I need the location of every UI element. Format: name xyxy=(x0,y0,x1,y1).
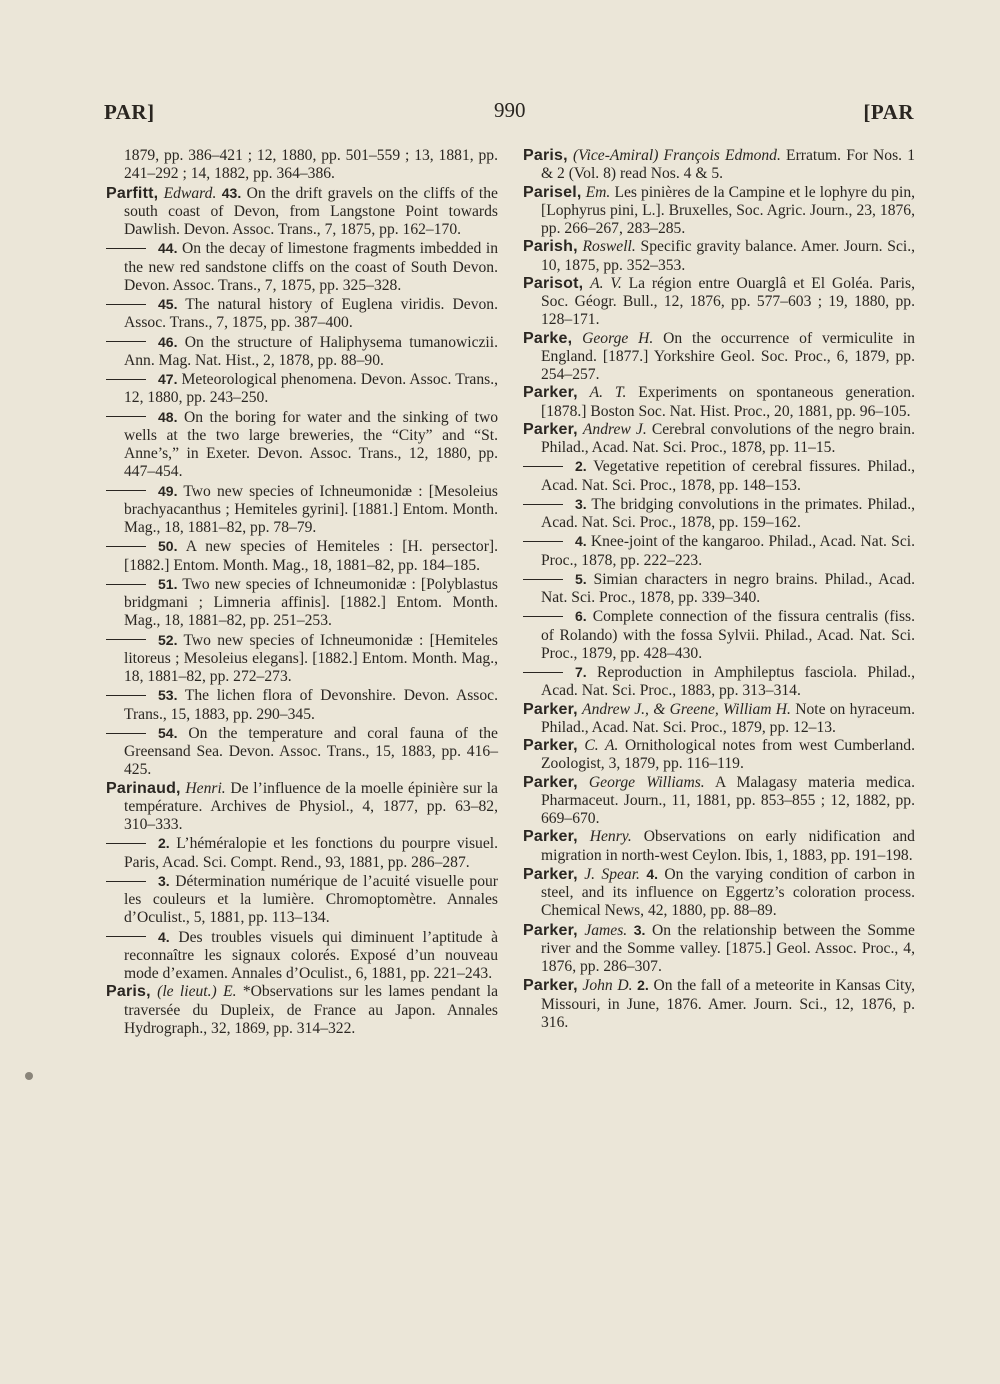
bibliography-entry xyxy=(106,537,498,575)
entry-number: 3. xyxy=(158,872,170,889)
entry-text: On the drift gravels on the cliffs of the south coast of Devon, from Langstone Point towards Dawlish. Devon. Assoc. Trans., 7, 1875, pp. 162–170. xyxy=(124,184,498,238)
entry-number: 52. xyxy=(158,631,178,648)
entry-number: 53. xyxy=(158,687,178,704)
bibliography-entry xyxy=(106,724,498,780)
ditto-rule xyxy=(106,733,146,734)
entry-number: 2. xyxy=(158,835,170,852)
entry-number: 43. xyxy=(221,184,242,201)
ditto-rule xyxy=(106,843,146,844)
entry-number: 4. xyxy=(646,865,659,882)
author-given-name: (Vice-Amiral) François Edmond. xyxy=(572,147,781,164)
author-surname: Parker, xyxy=(523,977,578,995)
entry-number: 3. xyxy=(575,495,587,512)
entry-number: 2. xyxy=(637,977,649,994)
header-right: [PAR xyxy=(863,100,914,124)
author-surname: Parker, xyxy=(523,384,578,402)
author-given-name: Henry. xyxy=(589,828,632,846)
entry-text: Vegetative repetition of cerebral fissures. Philad., Acad. Nat. Sci. Proc., 1878, pp. 148–153. xyxy=(541,458,915,494)
ditto-rule xyxy=(523,616,563,617)
entry-text: On the relationship between the Somme river and the Somme valley. [1875.] Geol. Assoc. Proc., 4, 1876, pp. 286–307. xyxy=(541,921,915,975)
entry-text: Cerebral convolutions of the negro brain. Philad., Acad. Nat. Sci. Proc., 1878, pp. 11–15. xyxy=(541,420,915,456)
author-given-name: (le lieut.) E. xyxy=(157,983,237,1001)
ditto-rule xyxy=(523,541,563,542)
ditto-rule xyxy=(106,546,146,547)
bibliography-entry xyxy=(523,701,915,738)
ditto-rule xyxy=(106,881,146,882)
author-given-name: A. T. xyxy=(589,384,627,402)
bibliography-entry xyxy=(523,828,915,865)
ditto-rule xyxy=(106,248,146,249)
author-given-name: George Williams. xyxy=(588,773,705,791)
author-surname: Parker, xyxy=(523,865,578,883)
author-surname: Parinaud, xyxy=(106,779,181,797)
entry-number: 6. xyxy=(575,608,587,625)
bibliography-entry xyxy=(106,482,498,538)
bibliography-entry xyxy=(106,370,498,408)
entry-text: *Observations sur les lames pendant la traversée du Dupleix, de France au Japon. Annales Hydrograph., 32, 1869, pp. 314–322. xyxy=(124,983,498,1037)
header-left: PAR] xyxy=(104,100,155,124)
author-surname: Paris, xyxy=(106,983,151,1001)
entry-text: Note on hyraceum. Philad., Acad. Nat. Sci. Proc., 1879, pp. 12–13. xyxy=(541,700,915,736)
author-surname: Parke, xyxy=(523,329,573,347)
author-given-name: Andrew J. xyxy=(582,420,647,438)
bibliography-entry xyxy=(523,275,915,330)
entry-text: A Malagasy materia medica. Pharmaceut. Journ., 11, 1881, pp. 853–855 ; 12, 1882, pp. 669–670. xyxy=(541,773,915,827)
entry-text: Observations on early nidification and migration in north-west Ceylon. Ibis, 1, 1883, pp. 191–198. xyxy=(541,828,915,864)
entry-text: On the decay of limestone fragments imbedded in the new red sandstone cliffs on the coast of South Devon. Devon. Assoc. Trans., 7, 1875, pp. 325–328. xyxy=(124,240,498,294)
ditto-rule xyxy=(106,695,146,696)
entry-text: Ornithological notes from west Cumberland. Zoologist, 3, 1879, pp. 116–119. xyxy=(541,737,915,773)
bibliography-entry xyxy=(106,295,498,333)
bibliography-entry xyxy=(106,780,498,835)
author-surname: Parker, xyxy=(523,773,578,791)
bibliography-entry xyxy=(523,384,915,421)
entry-text: Simian characters in negro brains. Philad., Acad. Nat. Sci. Proc., 1878, pp. 339–340. xyxy=(541,570,916,606)
ditto-rule xyxy=(106,490,146,491)
entry-text: A new species of Hemiteles : [H. persector]. [1882.] Entom. Month. Mag., 18, 1881–82, pp. 184–185. xyxy=(124,538,498,574)
entry-text: Experiments on spontaneous generation. [1878.] Boston Soc. Nat. Hist. Proc., 20, 1881, pp. 96–105. xyxy=(541,384,915,420)
author-surname: Parker, xyxy=(523,420,578,438)
bibliography-entry xyxy=(106,686,498,724)
bibliography-entry xyxy=(106,147,498,184)
entry-text: Détermination numérique de l’acuité visuelle pour les couleurs et la lumière. Chromoptomètre. Annales d’Oculist., 5, 1881, pp. 113–134. xyxy=(124,872,498,927)
bibliography-entry xyxy=(523,457,915,495)
entry-text: Two new species of Ichneumonidæ : [Hemiteles litoreus ; Mesoleius elegans]. [1882.] Entom. Month. Mag., 18, 1881–82, pp. 272–273. xyxy=(124,631,499,685)
author-surname: Parfitt, xyxy=(106,184,159,202)
entry-text: Reproduction in Amphileptus fasciola. Philad., Acad. Nat. Sci. Proc., 1883, pp. 313–314. xyxy=(541,664,915,700)
entry-number: 48. xyxy=(158,408,178,425)
bibliography-entry xyxy=(523,865,915,921)
bibliography-entry xyxy=(106,239,498,295)
author-given-name: Henri. xyxy=(185,779,226,797)
author-surname: Parisot, xyxy=(523,274,584,292)
right-column xyxy=(523,147,915,1032)
author-surname: Parish, xyxy=(523,238,578,256)
bibliography-entry xyxy=(106,333,498,371)
entry-text: L’héméralopie et les fonctions du pourpre visuel. Paris, Acad. Sci. Compt. Rend., 93, 1881, pp. 286–287. xyxy=(124,835,498,871)
author-given-name: Edward. xyxy=(163,184,217,202)
ditto-rule xyxy=(106,639,146,640)
bibliography-entry xyxy=(106,872,498,928)
author-surname: Parker, xyxy=(523,737,578,754)
entry-text: De l’influence de la moelle épinière sur la température. Archives de Physiol., 4, 1877, pp. 63–82, 310–333. xyxy=(124,779,498,833)
bibliography-entry xyxy=(523,421,915,458)
entry-text: La région entre Ouarglâ et El Goléa. Paris, Soc. Géogr. Bull., 12, 1876, pp. 577–603 ; 19, 1880, pp. 128–171. xyxy=(541,274,915,329)
entry-text: Specific gravity balance. Amer. Journ. Sci., 10, 1875, pp. 352–353. xyxy=(541,238,915,274)
author-surname: Parisel, xyxy=(523,183,582,201)
ditto-rule xyxy=(106,584,146,585)
entry-number: 44. xyxy=(158,240,178,257)
author-surname: Parker, xyxy=(523,921,578,939)
entry-number: 7. xyxy=(575,664,587,680)
entry-text: Erratum. For Nos. 1 & 2 (Vol. 8) read Nos. 4 & 5. xyxy=(541,147,915,183)
author-surname: Parker, xyxy=(523,700,578,718)
entry-text: On the boring for water and the sinking of two wells at the two large breweries, the “City” and “St. Anne’s,” in Exeter. Devon. Assoc. Trans., 12, 1880, pp. 447–454. xyxy=(124,408,498,481)
page-number: 990 xyxy=(494,98,526,122)
author-given-name: Em. xyxy=(585,183,611,201)
bibliography-entry xyxy=(523,663,915,701)
entry-text: 1879, pp. 386–421 ; 12, 1880, pp. 501–559 ; 13, 1881, pp. 241–292 ; 14, 1882, pp. 364–386. xyxy=(124,147,498,183)
ditto-rule xyxy=(523,504,563,505)
entry-text: Complete connection of the fissura centralis (fiss. of Rolando) with the fossa Sylvii. Philad., Acad. Nat. Sci. Proc., 1879, pp. 428–430. xyxy=(541,608,915,662)
bibliography-entry xyxy=(523,921,915,977)
author-surname: Parker, xyxy=(523,828,578,846)
author-given-name: C. A. xyxy=(584,737,619,754)
entry-text: The natural history of Euglena viridis. Devon. Assoc. Trans., 7, 1875, pp. 387–400. xyxy=(124,296,498,332)
entry-text: The bridging convolutions in the primates. Philad., Acad. Nat. Sci. Proc., 1878, pp. 159–162. xyxy=(541,495,915,531)
bibliography-entry xyxy=(523,238,915,275)
bibliography-entry xyxy=(523,607,915,663)
bibliography-entry xyxy=(523,532,915,570)
bibliography-entry xyxy=(523,495,915,533)
bibliography-entry xyxy=(523,737,915,774)
ditto-rule xyxy=(106,304,146,305)
entry-text: Les pinières de la Campine et le lophyre du pin, [Lophyrus pini, L.]. Bruxelles, Soc. Agric. Journ., 23, 1876, pp. 266–267, 283–285. xyxy=(541,183,916,237)
entry-number: 2. xyxy=(575,458,587,475)
entry-number: 4. xyxy=(575,533,587,550)
bibliography-entry xyxy=(523,184,915,239)
bibliography-entry xyxy=(106,631,498,687)
entry-number: 4. xyxy=(158,928,170,945)
bibliography-entry xyxy=(106,184,498,240)
bibliography-entry xyxy=(523,570,915,608)
entry-text: On the structure of Haliphysema tumanowiczii. Ann. Mag. Nat. Hist., 2, 1878, pp. 88–90. xyxy=(124,333,498,369)
entry-number: 54. xyxy=(158,724,178,741)
ditto-rule xyxy=(523,579,563,580)
author-given-name: James. xyxy=(584,921,628,939)
author-given-name: John D. xyxy=(582,977,633,995)
entry-number: 50. xyxy=(158,538,178,555)
entry-text: Two new species of Ichneumonidæ : [Polyblastus bridgmani ; Limneria affinis]. [1882.] Entom. Month. Mag., 18, 1881–82, pp. 251–253. xyxy=(124,575,498,630)
author-given-name: George H. xyxy=(582,329,654,347)
entry-text: Des troubles visuels qui diminuent l’aptitude à reconnaître les signaux colorés. Exposé d’un nouveau mode d’examen. Annales d’Oculist., 6, 1881, pp. 221–243. xyxy=(124,928,498,982)
page-spot xyxy=(25,1072,33,1080)
entry-text: On the occurrence of vermiculite in England. [1877.] Yorkshire Geol. Soc. Proc., 6, 1879, pp. 254–257. xyxy=(541,329,915,383)
ditto-rule xyxy=(106,416,146,417)
entry-number: 49. xyxy=(158,482,178,499)
ditto-rule xyxy=(523,466,563,467)
author-surname: Paris, xyxy=(523,147,568,164)
ditto-rule xyxy=(106,936,146,937)
bibliography-entry xyxy=(106,928,498,984)
bibliography-entry xyxy=(523,147,915,184)
author-given-name: Roswell. xyxy=(582,238,636,256)
bibliography-entry xyxy=(106,575,498,631)
bibliography-entry xyxy=(106,408,498,482)
bibliography-entry xyxy=(106,834,498,872)
entry-text: Two new species of Ichneumonidæ : [Mesoleius brachyacanthus ; Hemiteles gyrini]. [1881.] Entom. Month. Mag., 18, 1881–82, pp. 78–79. xyxy=(124,482,498,536)
entry-number: 47. xyxy=(158,371,178,387)
entry-number: 46. xyxy=(158,333,178,350)
ditto-rule xyxy=(523,672,563,673)
entry-text: On the temperature and coral fauna of the Greensand Sea. Devon. Assoc. Trans., 15, 1883, pp. 416–425. xyxy=(124,724,498,779)
ditto-rule xyxy=(106,379,146,380)
entry-text: Meteorological phenomena. Devon. Assoc. Trans., 12, 1880, pp. 243–250. xyxy=(124,371,498,407)
entry-number: 45. xyxy=(158,296,178,312)
bibliography-entry xyxy=(523,976,915,1032)
entry-number: 51. xyxy=(158,575,178,592)
entry-number: 5. xyxy=(575,570,587,587)
author-given-name: J. Spear. xyxy=(584,865,640,883)
author-given-name: A. V. xyxy=(590,274,622,292)
running-header xyxy=(104,96,912,126)
entry-text: On the fall of a meteorite in Kansas City, Missouri, in June, 1876. Amer. Journ. Sci., 12, 1876, p. 316. xyxy=(541,977,915,1031)
bibliography-entry xyxy=(523,774,915,829)
bibliography-entry xyxy=(523,330,915,385)
left-column xyxy=(106,147,498,1038)
ditto-rule xyxy=(106,341,146,342)
bibliography-entry xyxy=(106,983,498,1038)
author-given-name: Andrew J., & Greene, William H. xyxy=(582,700,791,718)
entry-number: 3. xyxy=(633,921,646,938)
entry-text: Knee-joint of the kangaroo. Philad., Acad. Nat. Sci. Proc., 1878, pp. 222–223. xyxy=(541,533,915,569)
entry-text: The lichen flora of Devonshire. Devon. Assoc. Trans., 15, 1883, pp. 290–345. xyxy=(124,687,498,723)
entry-text: On the varying condition of carbon in steel, and its influence on Eggertz’s coloration process. Chemical News, 42, 1880, pp. 88–89. xyxy=(541,865,915,920)
